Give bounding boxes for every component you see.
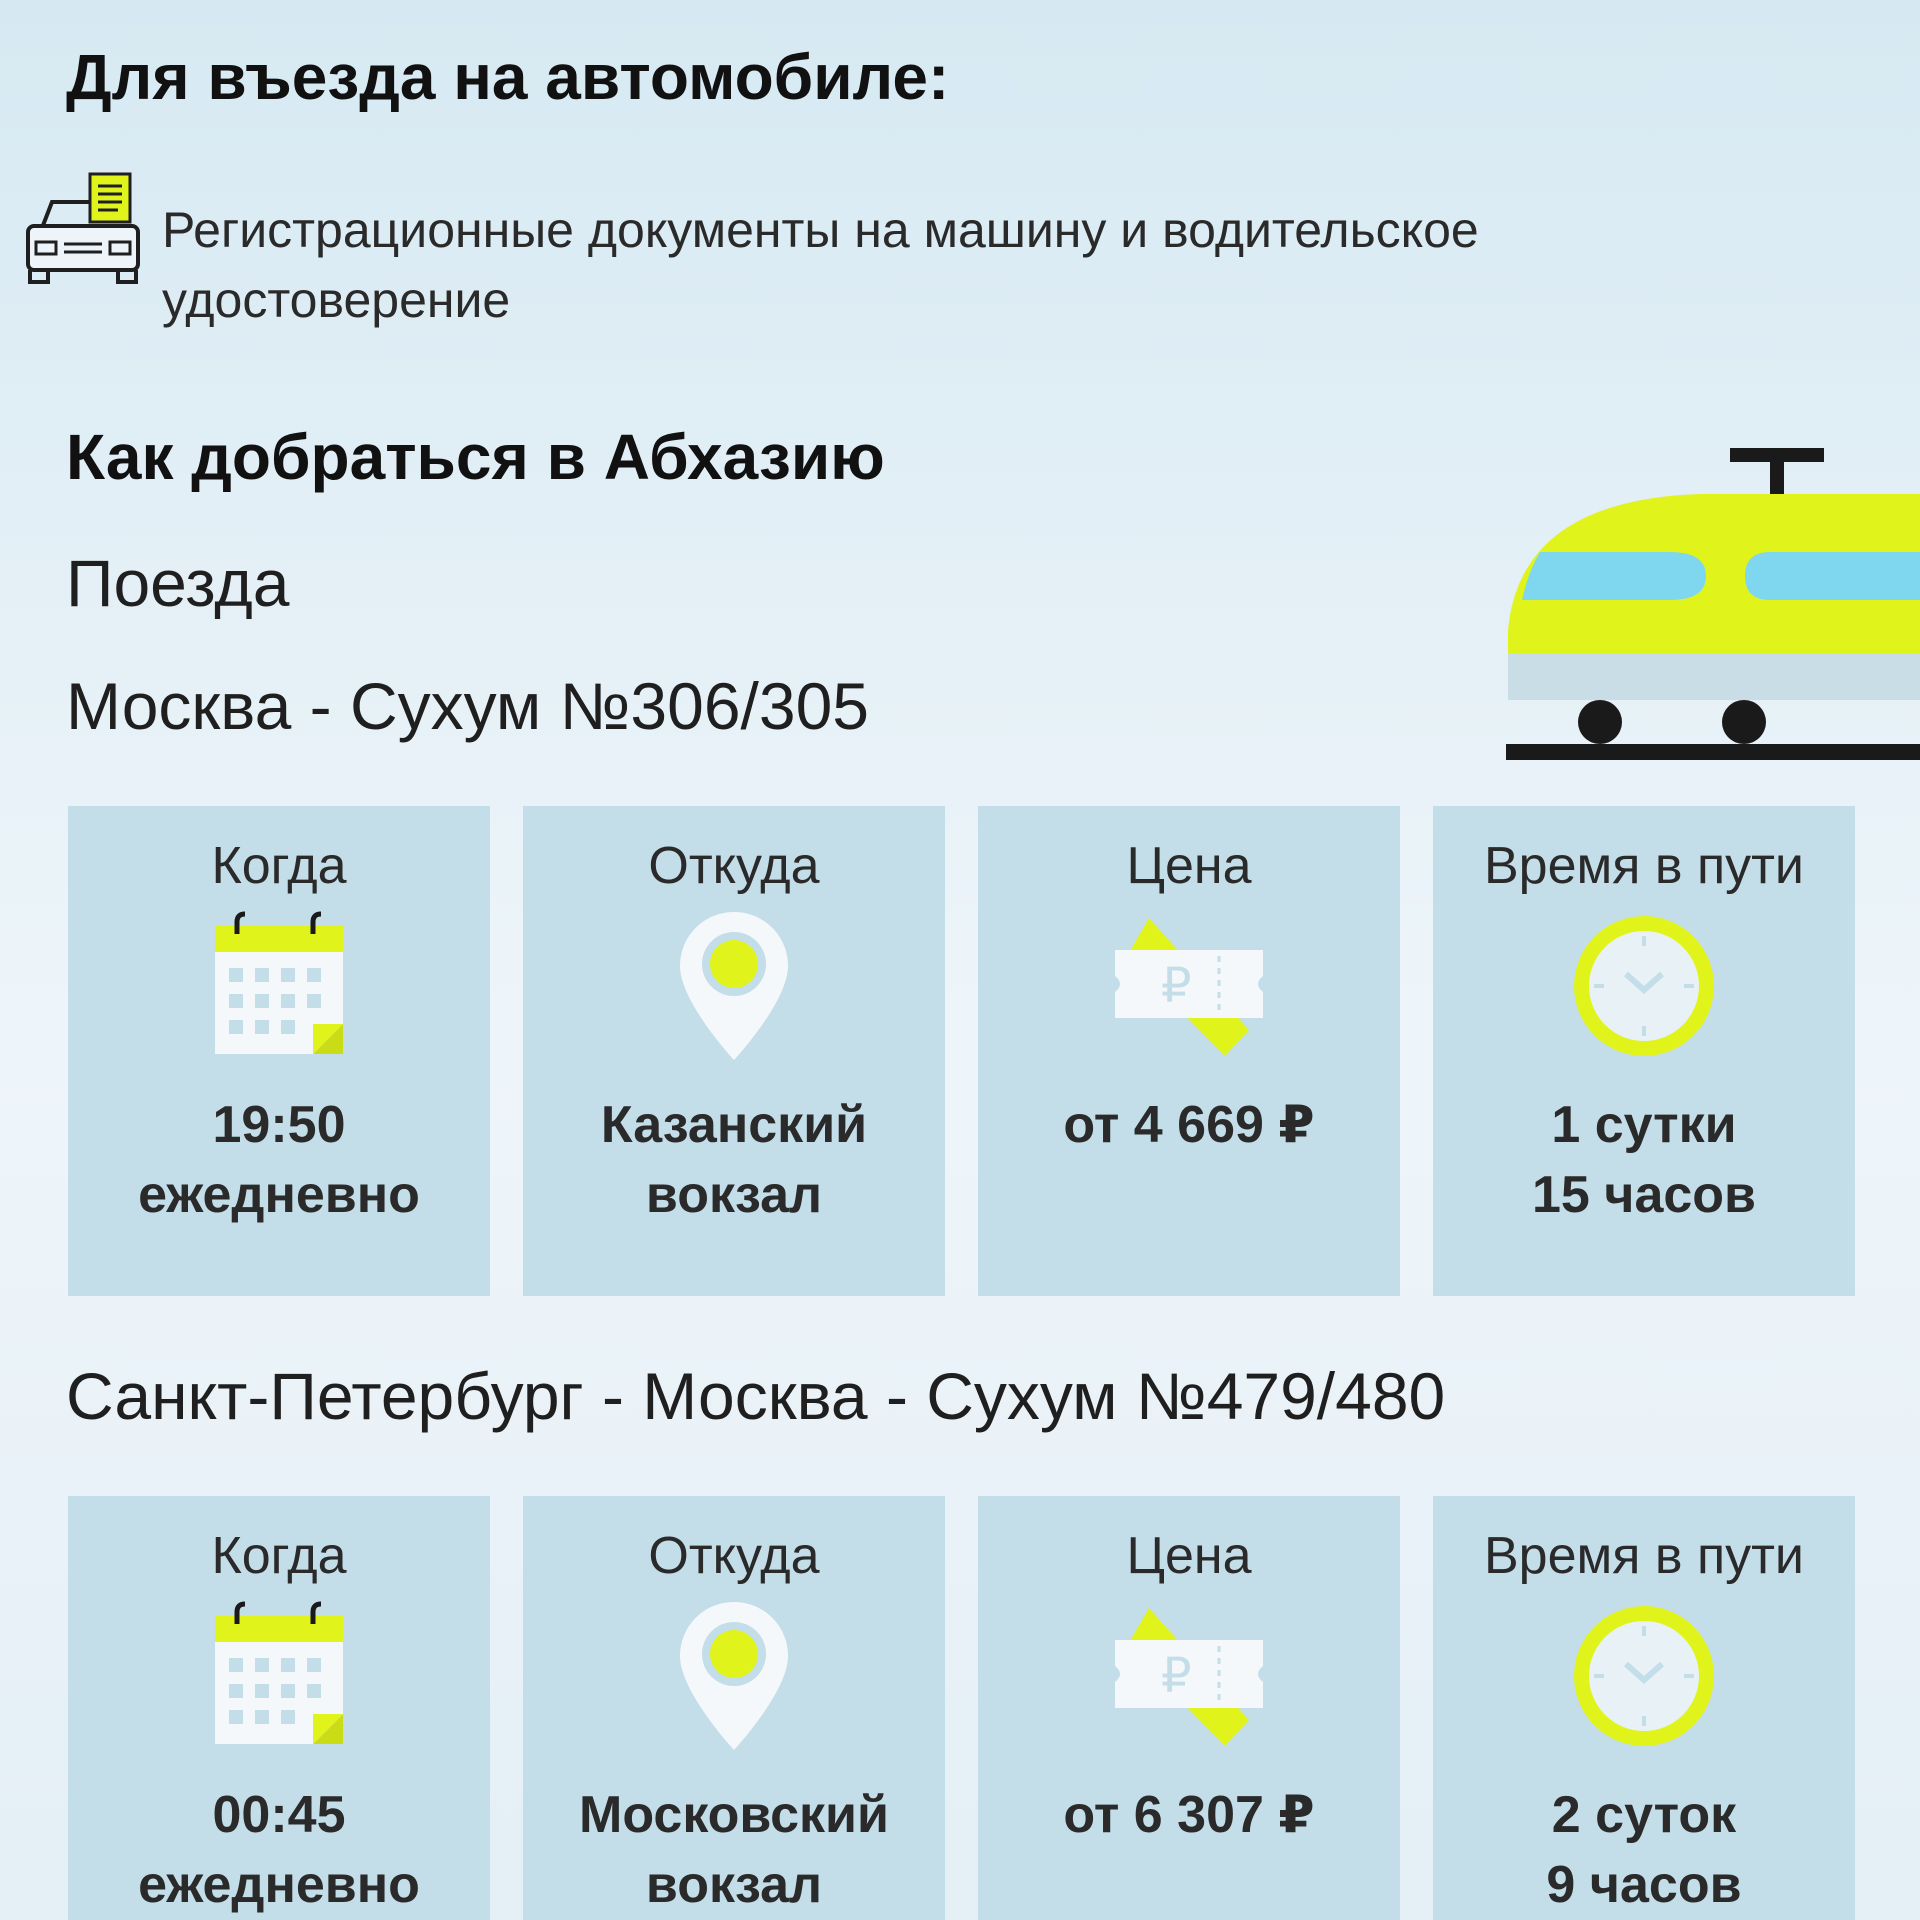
card-title: Время в пути [1484,1527,1804,1585]
card-value: 2 суток 9 часов [1546,1786,1742,1914]
car-documents-line2: удостоверение [162,272,511,328]
clock-icon [1564,1596,1724,1756]
card-title: Цена [1126,837,1252,895]
card-value: Московский вокзал [579,1786,889,1914]
svg-text:₽: ₽ [1161,1648,1192,1704]
train-1-card-price [978,806,1400,1296]
location-pin-icon [654,1596,814,1756]
car-documents-line1: Регистрационные документы на машину и водительское [162,202,1479,258]
car-documents-text [162,195,1862,335]
train-2-card-price [978,1496,1400,1920]
train-1-card-duration [1433,806,1855,1296]
clock-icon [1564,906,1724,1066]
train-1-name: Москва - Сухум №306/305 [66,669,869,743]
train-icon [1500,440,1920,770]
car-section-title: Для въезда на автомобиле: [66,41,950,113]
route-section-subtitle: Поезда [66,546,290,620]
train-2-card-from [523,1496,945,1920]
card-title: Откуда [648,1527,820,1585]
card-value: 00:45 ежедневно [138,1786,420,1914]
train-1-card-when [68,806,490,1296]
train-1-card-from [523,806,945,1296]
card-value: 19:50 ежедневно [138,1096,420,1224]
location-pin-icon [654,906,814,1066]
calendar-icon [199,906,359,1066]
train-2-card-when [68,1496,490,1920]
card-value: от 4 669 ₽ [1063,1096,1315,1154]
route-section-title: Как добраться в Абхазию [66,421,885,493]
card-title: Цена [1126,1527,1252,1585]
train-2-card-duration [1433,1496,1855,1920]
card-title: Время в пути [1484,837,1804,895]
card-value: Казанский вокзал [600,1096,868,1224]
svg-text:₽: ₽ [1161,958,1192,1014]
car-documents-icon [22,170,142,290]
train-2-name: Санкт-Петербург - Москва - Сухум №479/480 [66,1359,1446,1433]
calendar-icon [199,1596,359,1756]
card-value: 1 сутки 15 часов [1531,1096,1757,1224]
ruble-ticket-icon [1109,906,1269,1066]
card-title: Откуда [648,837,820,895]
ruble-ticket-icon [1109,1596,1269,1756]
card-title: Когда [211,1527,347,1585]
card-value: от 6 307 ₽ [1063,1786,1315,1844]
card-title: Когда [211,837,347,895]
